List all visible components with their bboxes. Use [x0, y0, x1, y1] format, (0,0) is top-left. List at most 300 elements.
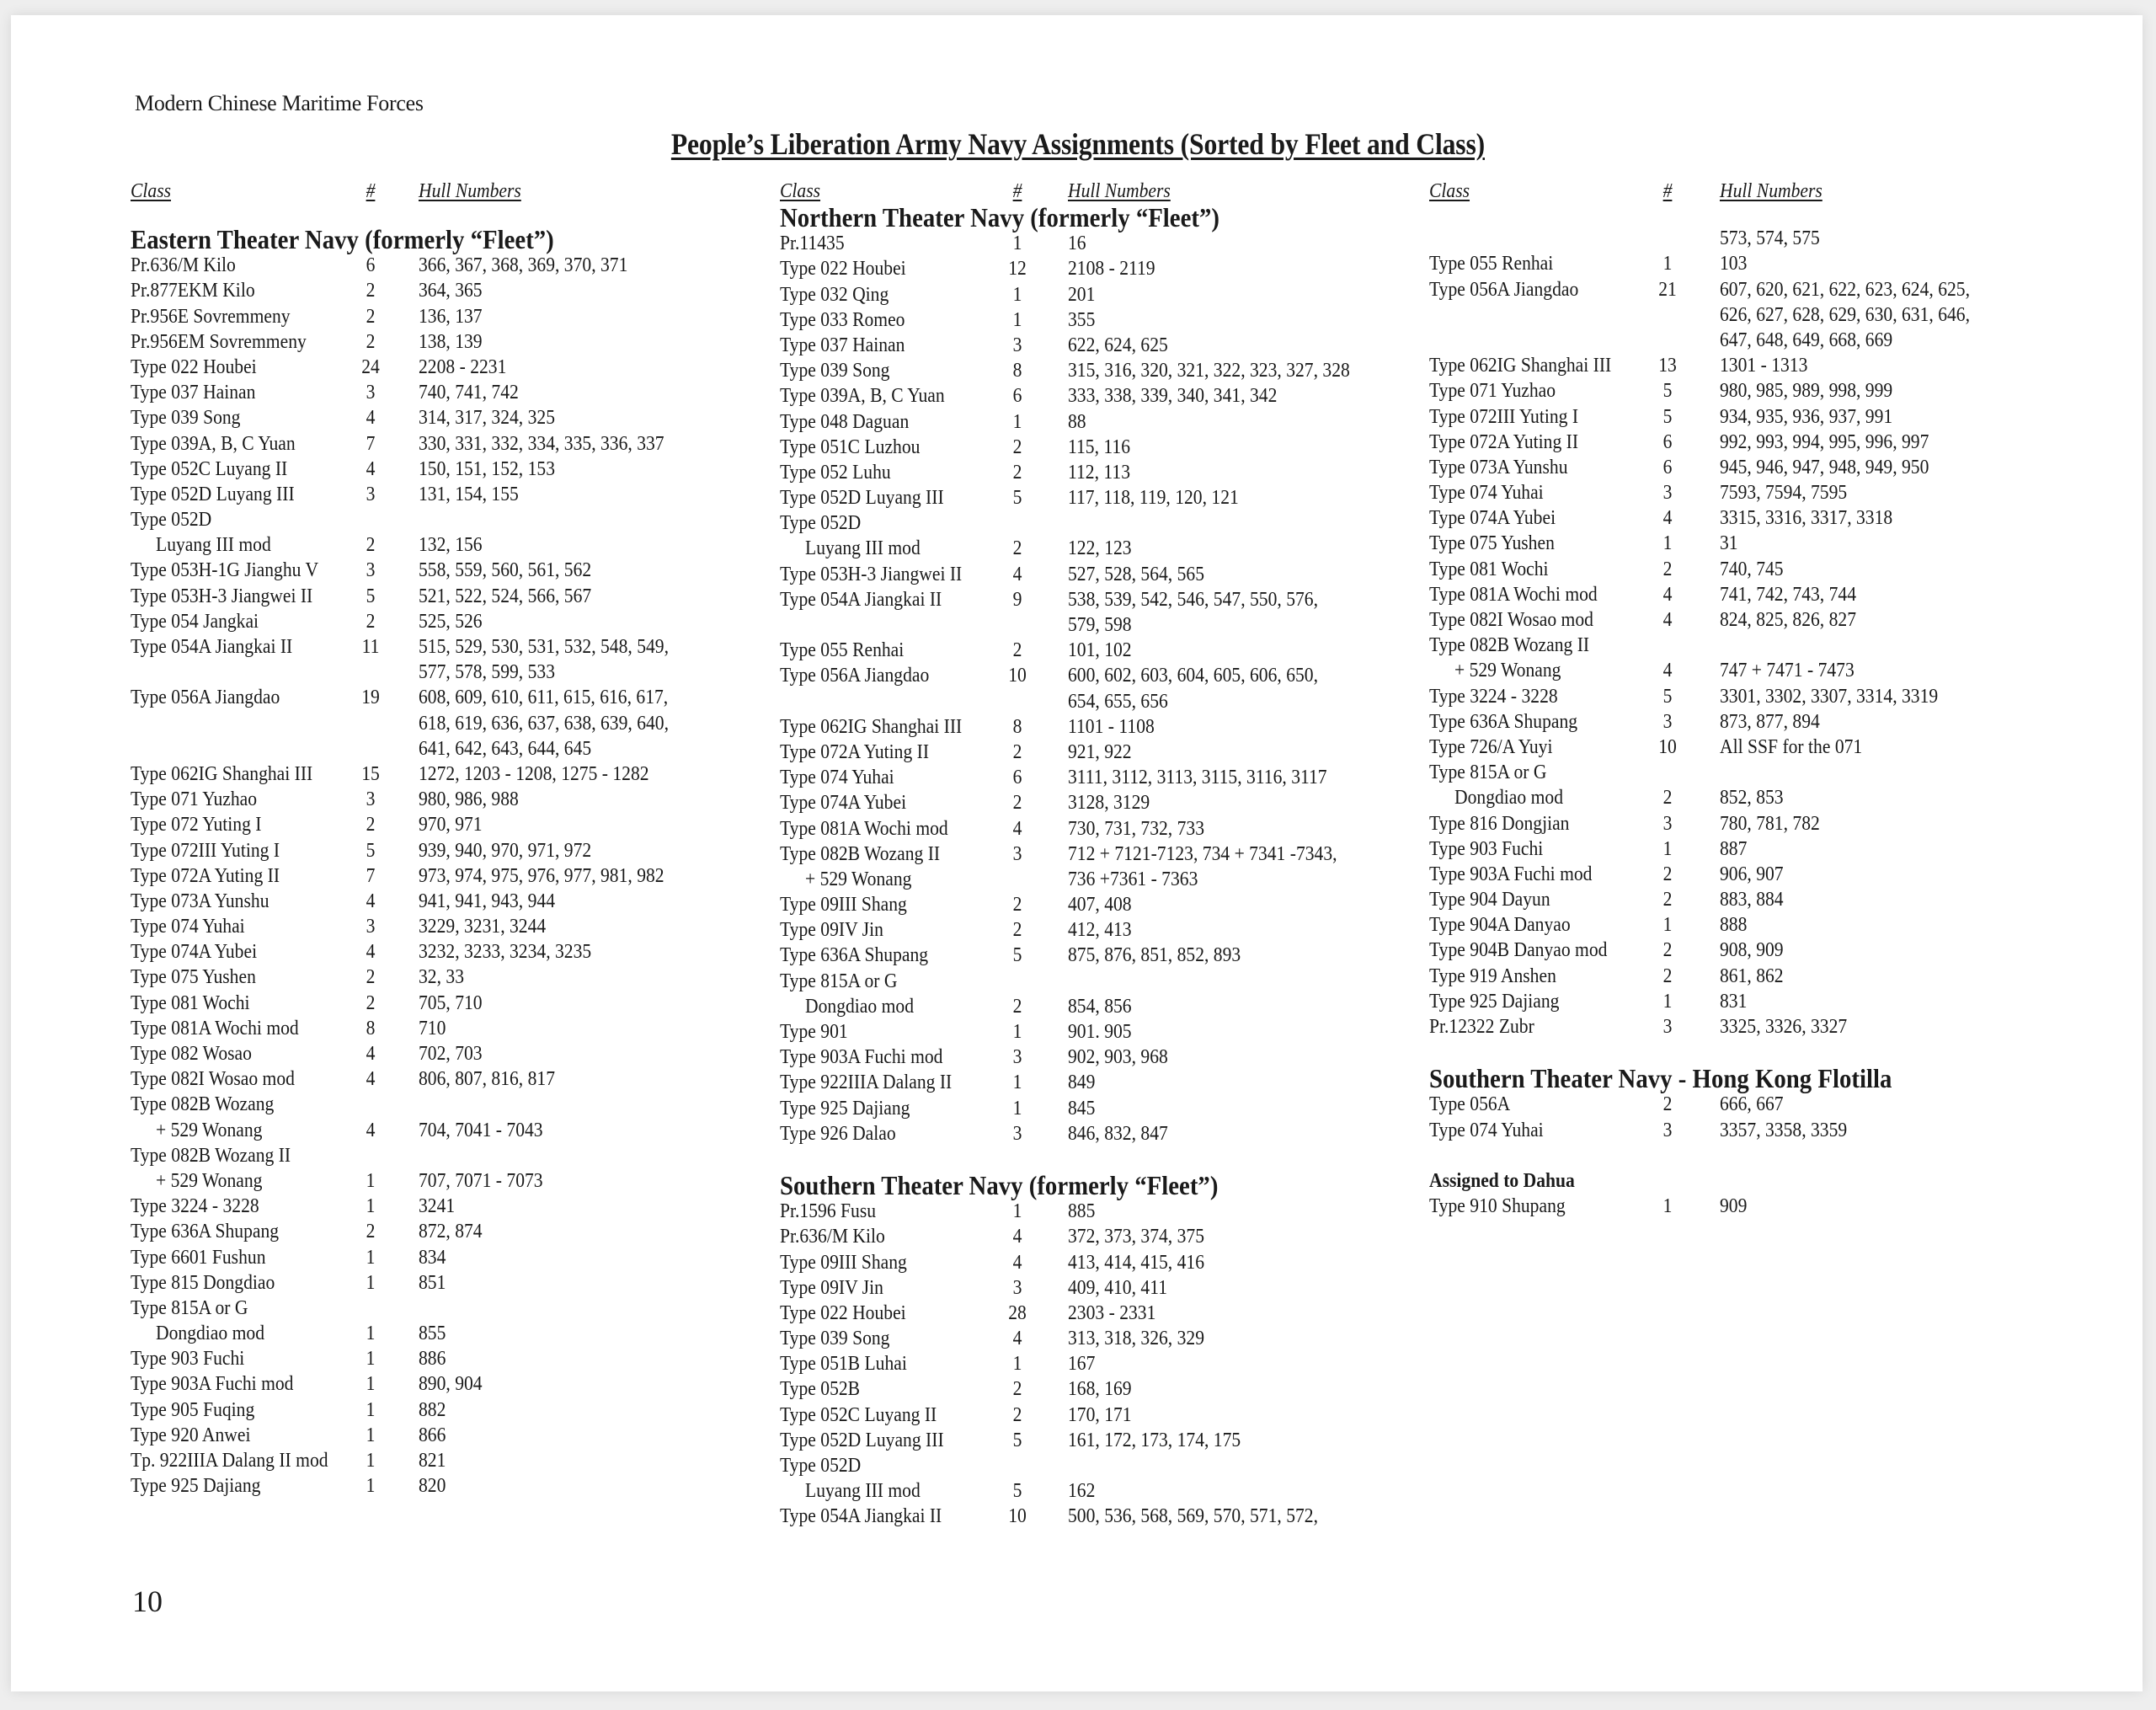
class-name: Type 073A Yunshu — [1429, 456, 1568, 478]
hull-numbers: 315, 316, 320, 321, 322, 323, 327, 328 — [1068, 360, 1350, 382]
hull-numbers-continued: 618, 619, 636, 637, 638, 639, 640, — [419, 712, 669, 735]
class-name: Type 052D Luyang III — [780, 1429, 944, 1451]
hull-numbers-continued: 626, 627, 628, 629, 630, 631, 646, — [1720, 303, 1970, 326]
class-name: Type 082 Wosao — [131, 1043, 252, 1065]
hull-numbers: 901. 905 — [1068, 1021, 1132, 1043]
hull-numbers: 525, 526 — [419, 610, 483, 633]
ship-count: 5 — [1012, 1429, 1022, 1451]
class-name: Type 039 Song — [780, 1328, 890, 1350]
table-row-class-line — [780, 510, 1420, 536]
ship-count: 3 — [366, 788, 376, 811]
ship-count: 1 — [1662, 914, 1673, 937]
table-row — [780, 562, 1420, 587]
table-row — [131, 685, 771, 710]
table-row — [131, 405, 771, 430]
hull-numbers: 162 — [1068, 1480, 1096, 1503]
table-row — [1429, 658, 2069, 683]
table-row — [131, 889, 771, 914]
column-header-class: Class — [1429, 180, 1470, 202]
ship-count: 9 — [1012, 588, 1022, 611]
hull-numbers: 3241 — [419, 1195, 456, 1218]
hull-numbers: 333, 338, 339, 340, 341, 342 — [1068, 385, 1278, 408]
hull-numbers: 3301, 3302, 3307, 3314, 3319 — [1720, 685, 1939, 708]
section-heading-northern — [780, 204, 1420, 231]
ship-count: 1 — [1662, 253, 1673, 275]
class-name: Type 051C Luzhou — [780, 436, 921, 458]
table-row-continued — [131, 660, 771, 685]
ship-count: 4 — [366, 890, 376, 912]
ship-count: 1 — [366, 1169, 376, 1192]
class-name: Type 09III Shang — [780, 1251, 907, 1274]
table-row — [1429, 862, 2069, 887]
ship-count: 8 — [1012, 715, 1022, 738]
class-name: Type 022 Houbei — [780, 258, 906, 281]
table-row — [780, 587, 1420, 612]
hull-numbers: 409, 410, 411 — [1068, 1276, 1167, 1299]
class-name: Type 073A Yunshu — [131, 890, 270, 912]
hull-numbers: 515, 529, 530, 531, 532, 548, 549, — [419, 636, 669, 658]
table-row — [1429, 684, 2069, 709]
table-row — [131, 253, 771, 278]
hull-numbers: 740, 741, 742 — [419, 382, 519, 404]
ship-count: 2 — [1662, 965, 1673, 987]
section-heading-hong-kong — [1429, 1065, 2069, 1092]
hull-numbers: 806, 807, 816, 817 — [419, 1068, 555, 1091]
class-name: Type 072III Yuting I — [1429, 405, 1579, 428]
hull-numbers: 834 — [419, 1246, 446, 1269]
table-row — [780, 256, 1420, 281]
class-name: Type 919 Anshen — [1429, 965, 1556, 987]
table-row — [131, 329, 771, 355]
hull-numbers: 7593, 7594, 7595 — [1720, 482, 1848, 505]
class-name: Type 926 Dalao — [780, 1122, 896, 1145]
class-name: Type 072III Yuting I — [131, 839, 280, 862]
class-name: Type 056A Jiangdao — [1429, 278, 1579, 301]
ship-count: 4 — [366, 1068, 376, 1091]
table-row — [780, 943, 1420, 968]
ship-count: 2 — [1012, 919, 1022, 942]
table-row — [1429, 912, 2069, 938]
ship-count: 5 — [1662, 405, 1673, 428]
hull-numbers: 407, 408 — [1068, 894, 1132, 916]
class-name: Type 074 Yuhai — [780, 767, 894, 789]
class-name: Type 052D Luyang III — [131, 483, 295, 505]
table-row — [1429, 480, 2069, 505]
ship-count: 8 — [1012, 360, 1022, 382]
ship-count: 1 — [1012, 410, 1022, 433]
hull-numbers-continued: 577, 578, 599, 533 — [419, 661, 555, 684]
hull-numbers: 521, 522, 524, 566, 567 — [419, 585, 592, 607]
table-row — [131, 863, 771, 889]
hull-numbers: 364, 365 — [419, 280, 483, 302]
ship-count: 2 — [1662, 863, 1673, 885]
table-row — [780, 892, 1420, 917]
class-name: Type 054A Jiangkai II — [780, 588, 942, 611]
hull-numbers: 886 — [419, 1348, 446, 1371]
table-row-class-line — [131, 1092, 771, 1117]
table-row — [780, 1250, 1420, 1275]
hull-numbers: 845 — [1068, 1097, 1096, 1120]
ship-count: 1 — [1012, 1071, 1022, 1094]
ship-count: 4 — [366, 1119, 376, 1141]
table-row — [131, 1448, 771, 1473]
class-name: Type 905 Fuqing — [131, 1398, 255, 1421]
ship-count: 2 — [1012, 792, 1022, 815]
class-name-continued: Dongdiao mod — [156, 1323, 264, 1345]
table-row — [1429, 531, 2069, 556]
ship-count: 2 — [366, 330, 376, 353]
class-name: Type 074 Yuhai — [1429, 482, 1544, 505]
hull-numbers: 973, 974, 975, 976, 977, 981, 982 — [419, 864, 664, 887]
hull-numbers: 780, 781, 782 — [1720, 812, 1820, 835]
table-row — [780, 1121, 1420, 1146]
table-row — [780, 1403, 1420, 1428]
hull-numbers: 168, 169 — [1068, 1378, 1132, 1401]
ship-count: 2 — [1662, 889, 1673, 911]
hull-numbers: 702, 703 — [419, 1043, 483, 1065]
table-row — [131, 1270, 771, 1296]
hull-numbers: 712 + 7121-7123, 734 + 7341 -7343, — [1068, 842, 1337, 865]
table-row — [131, 1066, 771, 1092]
hull-numbers: 705, 710 — [419, 991, 483, 1014]
table-row — [1429, 607, 2069, 633]
class-name: Type 072A Yuting II — [1429, 430, 1579, 453]
spacer — [1429, 1143, 2069, 1168]
class-name-continued: Dongdiao mod — [1454, 787, 1563, 810]
ship-count: 3 — [1662, 812, 1673, 835]
column-left — [131, 179, 771, 1499]
hull-numbers: 607, 620, 621, 622, 623, 624, 625, — [1720, 278, 1970, 301]
hull-numbers: 138, 139 — [419, 330, 483, 353]
table-row-class-line — [1429, 760, 2069, 785]
class-name: Pr.877EKM Kilo — [131, 280, 255, 302]
table-row — [1429, 989, 2069, 1014]
ship-count: 2 — [366, 814, 376, 836]
table-row — [780, 994, 1420, 1019]
ship-count: 3 — [1012, 1122, 1022, 1145]
table-row — [780, 333, 1420, 358]
hull-numbers: 622, 624, 625 — [1068, 334, 1168, 356]
section-heading-northern-text: Northern Theater Navy (formerly “Fleet”) — [780, 202, 1219, 233]
hull-numbers: 608, 609, 610, 611, 615, 616, 617, — [419, 687, 669, 709]
ship-count: 1 — [1012, 1021, 1022, 1043]
class-name: Type 054 Jangkai — [131, 610, 259, 633]
ship-count: 1 — [1012, 232, 1022, 255]
hull-numbers: All SSF for the 071 — [1720, 735, 1863, 758]
ship-count: 4 — [1662, 609, 1673, 631]
hull-numbers: 3111, 3112, 3113, 3115, 3116, 3117 — [1068, 767, 1327, 789]
table-row — [131, 761, 771, 787]
class-name: Type 081 Wochi — [131, 991, 250, 1014]
table-row — [131, 609, 771, 634]
spacer — [1429, 1039, 2069, 1065]
class-name: Pr.11435 — [780, 232, 845, 255]
hull-numbers: 527, 528, 564, 565 — [1068, 563, 1204, 585]
hull-numbers: 1272, 1203 - 1208, 1275 - 1282 — [419, 762, 649, 785]
ship-count: 2 — [366, 966, 376, 989]
table-row-class-line — [131, 1143, 771, 1168]
table-row — [1429, 1194, 2069, 1219]
ship-count: 1 — [366, 1398, 376, 1421]
class-name: Tp. 922IIIA Dalang II mod — [131, 1450, 328, 1472]
table-row — [131, 965, 771, 990]
table-row — [780, 1301, 1420, 1326]
ship-count: 4 — [366, 941, 376, 964]
hull-numbers: 355 — [1068, 308, 1096, 331]
table-row — [780, 842, 1420, 867]
table-row-continued — [780, 612, 1420, 638]
table-row — [780, 435, 1420, 460]
class-name: Type 082B Wozang II — [780, 842, 941, 865]
ship-count: 3 — [366, 382, 376, 404]
class-name: Type 052B — [780, 1378, 861, 1401]
hull-numbers: 161, 172, 173, 174, 175 — [1068, 1429, 1241, 1451]
hull-numbers: 122, 123 — [1068, 537, 1132, 560]
table-row — [1429, 735, 2069, 760]
ship-count: 6 — [1662, 430, 1673, 453]
hull-numbers-continued: 579, 598 — [1068, 614, 1132, 636]
class-name: Type 920 Anwei — [131, 1424, 251, 1446]
hull-numbers: 558, 559, 560, 561, 562 — [419, 559, 592, 582]
ship-count: 2 — [1012, 1378, 1022, 1401]
hull-numbers: 873, 877, 894 — [1720, 710, 1820, 733]
class-name: Type 815A or G — [1429, 761, 1547, 784]
class-name: Type 055 Renhai — [780, 639, 905, 662]
class-name: Type 082B Wozang II — [131, 1144, 291, 1167]
hull-numbers: 970, 971 — [419, 814, 483, 836]
class-name: Type 925 Dajiang — [131, 1475, 261, 1498]
column-middle — [780, 179, 1420, 1530]
ship-count: 7 — [366, 864, 376, 887]
table-row — [131, 1245, 771, 1270]
class-name: Type 056A Jiangdao — [780, 665, 930, 687]
section-heading-southern — [780, 1172, 1420, 1199]
class-name: Type 052D — [131, 509, 212, 532]
table-row — [131, 304, 771, 329]
ship-count: 28 — [1008, 1301, 1027, 1324]
class-name: Type 903A Fuchi mod — [131, 1373, 294, 1396]
class-name: Type 039A, B, C Yuan — [131, 432, 296, 455]
table-row — [780, 1351, 1420, 1376]
table-row — [780, 1376, 1420, 1402]
hull-numbers: 136, 137 — [419, 305, 483, 328]
table-row — [1429, 277, 2069, 302]
table-row — [131, 812, 771, 837]
table-row-continued — [780, 867, 1420, 892]
table-row — [1429, 557, 2069, 582]
ship-count: 4 — [1662, 583, 1673, 606]
column-header-row — [1429, 179, 2069, 204]
class-name: Type 022 Houbei — [780, 1301, 906, 1324]
class-name: Pr.956E Sovremmeny — [131, 305, 291, 328]
ship-count: 11 — [361, 636, 380, 658]
class-name: Type 071 Yuzhao — [1429, 380, 1556, 403]
ship-count: 1 — [1012, 1353, 1022, 1376]
class-name: Type 075 Yushen — [131, 966, 256, 989]
class-name: Type 3224 - 3228 — [1429, 685, 1558, 708]
table-row-continued — [1429, 302, 2069, 328]
hull-numbers: 890, 904 — [419, 1373, 483, 1396]
table-row — [1429, 505, 2069, 531]
class-name: Type 022 Houbei — [131, 355, 257, 378]
table-row — [1429, 811, 2069, 836]
hull-numbers: 821 — [419, 1450, 446, 1472]
hull-numbers: 573, 574, 575 — [1720, 227, 1820, 250]
ship-count: 2 — [1012, 461, 1022, 484]
ship-count: 3 — [1662, 482, 1673, 505]
section-heading-eastern — [131, 226, 771, 253]
table-row — [1429, 709, 2069, 735]
class-name: Type 074 Yuhai — [131, 916, 245, 938]
ship-count: 6 — [1012, 385, 1022, 408]
table-row — [131, 1118, 771, 1143]
class-name: Type 901 — [780, 1021, 848, 1043]
ship-count: 1 — [366, 1195, 376, 1218]
table-row — [780, 816, 1420, 842]
hull-numbers: 875, 876, 851, 852, 893 — [1068, 944, 1241, 967]
section-heading-dahua-text: Assigned to Dahua — [1429, 1169, 1575, 1192]
table-row-class-line — [780, 969, 1420, 994]
ship-count: 4 — [1662, 507, 1673, 530]
hull-numbers: 2208 - 2231 — [419, 355, 507, 378]
table-row — [1429, 251, 2069, 276]
table-row — [780, 282, 1420, 307]
ship-count: 2 — [366, 280, 376, 302]
table-row — [1429, 353, 2069, 378]
class-name: Pr.1596 Fusu — [780, 1200, 877, 1223]
table-row — [780, 409, 1420, 435]
table-row — [131, 1194, 771, 1219]
table-row — [1429, 887, 2069, 912]
hull-numbers: 150, 151, 152, 153 — [419, 457, 555, 480]
hull-numbers: 741, 742, 743, 744 — [1720, 583, 1856, 606]
hull-numbers: 941, 941, 943, 944 — [419, 890, 555, 912]
hull-numbers: 2303 - 2331 — [1068, 1301, 1156, 1324]
ship-count: 5 — [1012, 487, 1022, 510]
class-name-continued: + 529 Wonang — [156, 1119, 263, 1141]
hull-numbers: 831 — [1720, 990, 1748, 1013]
hull-numbers: 908, 909 — [1720, 939, 1784, 962]
class-name: Type 052 Luhu — [780, 461, 891, 484]
ship-count: 2 — [1012, 436, 1022, 458]
class-name: Type 904A Danyao — [1429, 914, 1571, 937]
column-header-count: # — [366, 180, 376, 202]
ship-count: 3 — [1012, 334, 1022, 356]
table-row — [780, 383, 1420, 409]
class-name: Type 903 Fuchi — [131, 1348, 245, 1371]
ship-count: 2 — [366, 534, 376, 557]
hull-numbers: 201 — [1068, 283, 1096, 306]
table-row — [780, 740, 1420, 765]
hull-numbers: 500, 536, 568, 569, 570, 571, 572, — [1068, 1505, 1318, 1528]
class-name: Type 052D — [780, 1455, 862, 1477]
class-name: Pr.636/M Kilo — [131, 254, 236, 277]
hull-numbers: 132, 156 — [419, 534, 483, 557]
class-name: Type 072A Yuting II — [780, 740, 930, 763]
ship-count: 10 — [1008, 665, 1027, 687]
class-name: Type 052C Luyang II — [780, 1403, 937, 1426]
table-row — [780, 358, 1420, 383]
ship-count: 24 — [361, 355, 380, 378]
column-header-class: Class — [131, 180, 172, 202]
class-name: Type 075 Yushen — [1429, 532, 1555, 555]
class-name: Type 081A Wochi mod — [780, 817, 948, 840]
hull-numbers: 710 — [419, 1017, 446, 1039]
hull-numbers-continued: 654, 655, 656 — [1068, 690, 1168, 713]
class-name: Type 815 Dongdiao — [131, 1271, 275, 1294]
ship-count: 4 — [1012, 1226, 1022, 1248]
ship-count: 3 — [366, 916, 376, 938]
hull-numbers: 883, 884 — [1720, 889, 1784, 911]
ship-count: 3 — [1662, 1016, 1673, 1038]
class-name: Type 074A Yubei — [1429, 507, 1556, 530]
ship-count: 3 — [366, 483, 376, 505]
hull-numbers: 980, 985, 989, 998, 999 — [1720, 380, 1893, 403]
table-row — [780, 460, 1420, 485]
hull-numbers: 412, 413 — [1068, 919, 1132, 942]
table-row — [780, 1504, 1420, 1529]
page-number: 10 — [132, 1584, 163, 1618]
table-row — [131, 431, 771, 457]
hull-numbers: 16 — [1068, 232, 1086, 255]
section-heading-southern-text: Southern Theater Navy (formerly “Fleet”) — [780, 1170, 1219, 1201]
column-header-class: Class — [780, 180, 821, 202]
hull-numbers: 131, 154, 155 — [419, 483, 519, 505]
class-name: Type 039 Song — [131, 407, 241, 430]
hull-numbers: 1301 - 1313 — [1720, 355, 1808, 377]
class-name: Type 09III Shang — [780, 894, 907, 916]
table-row — [131, 457, 771, 482]
table-row — [131, 787, 771, 812]
class-name: Type 081A Wochi mod — [131, 1017, 299, 1039]
table-row — [780, 231, 1420, 256]
ship-count: 1 — [366, 1475, 376, 1498]
hull-numbers: 824, 825, 826, 827 — [1720, 609, 1856, 631]
table-row — [131, 584, 771, 609]
hull-numbers: 666, 667 — [1720, 1093, 1784, 1116]
class-name-continued: Luyang III mod — [805, 537, 921, 560]
class-name: Type 09IV Jin — [780, 1276, 883, 1299]
table-row — [131, 355, 771, 380]
hull-numbers: 906, 907 — [1720, 863, 1784, 885]
hull-numbers: 3357, 3358, 3359 — [1720, 1119, 1848, 1141]
page-title — [0, 126, 2156, 162]
class-name: Type 054A Jiangkai II — [780, 1505, 942, 1528]
ship-count: 5 — [366, 585, 376, 607]
ship-count: 21 — [1658, 278, 1677, 301]
table-row — [1429, 378, 2069, 403]
hull-numbers: 88 — [1068, 410, 1086, 433]
ship-count: 2 — [1012, 1403, 1022, 1426]
hull-numbers: 330, 331, 332, 334, 335, 336, 337 — [419, 432, 664, 455]
ship-count: 6 — [1012, 767, 1022, 789]
class-name: Type 6601 Fushun — [131, 1246, 266, 1269]
class-name: Type 052C Luyang II — [131, 457, 288, 480]
ship-count: 2 — [1662, 939, 1673, 962]
class-name: Type 056A — [1429, 1093, 1511, 1116]
table-row — [131, 1423, 771, 1448]
table-row — [1429, 836, 2069, 862]
hull-numbers: 3232, 3233, 3234, 3235 — [419, 941, 592, 964]
table-row-class-line — [131, 507, 771, 532]
class-name: Type 636A Shupang — [131, 1221, 280, 1243]
class-name: Type 074 Yuhai — [1429, 1119, 1544, 1141]
hull-numbers: 3128, 3129 — [1068, 792, 1150, 815]
class-name-continued: + 529 Wonang — [156, 1169, 263, 1192]
hull-numbers: 861, 862 — [1720, 965, 1784, 987]
class-name: Type 081 Wochi — [1429, 558, 1549, 580]
class-name: Type 081A Wochi mod — [1429, 583, 1598, 606]
